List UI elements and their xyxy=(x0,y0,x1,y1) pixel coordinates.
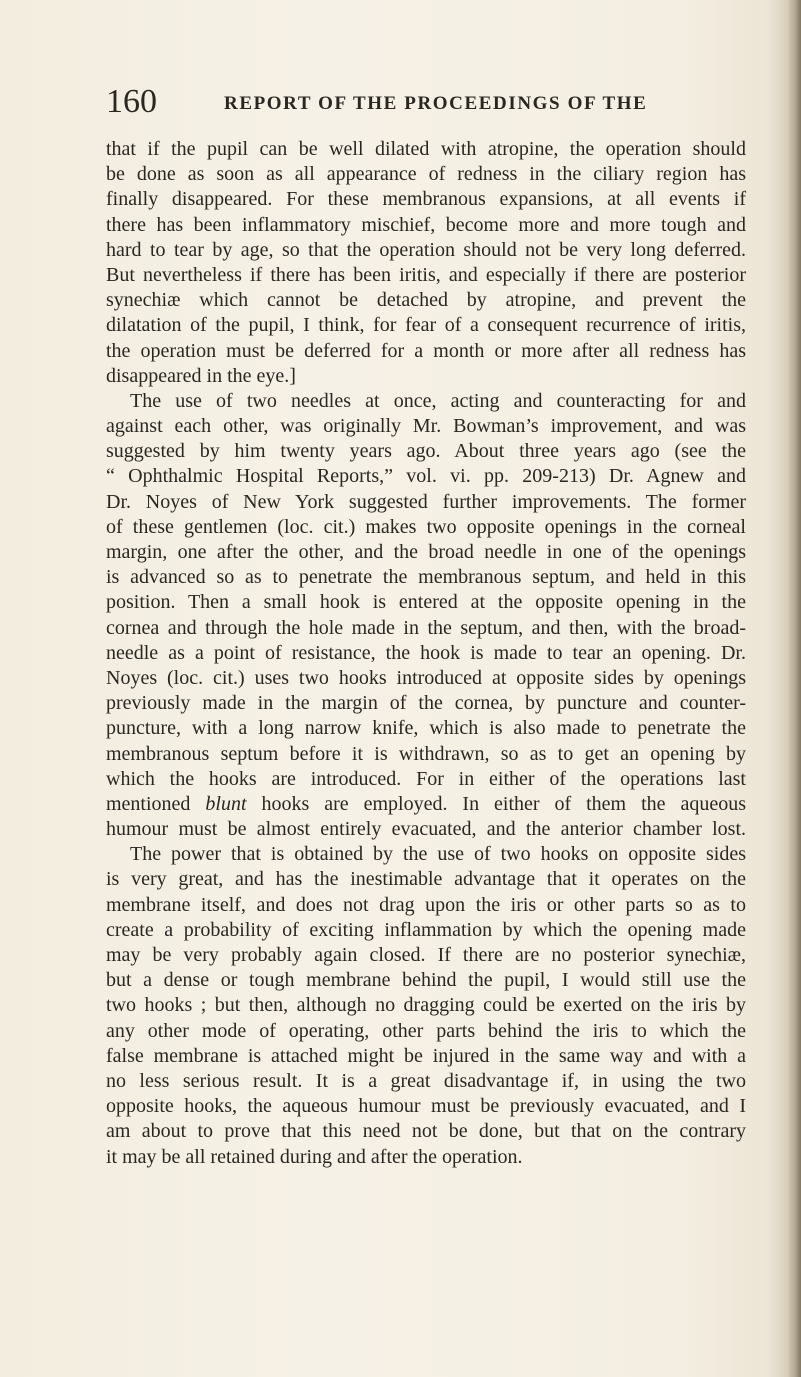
text-line: synechiæ which cannot be detached by atropine, and prevent the xyxy=(106,289,746,312)
text-line: Noyes (loc. cit.) uses two hooks introduced at opposite sides by openings xyxy=(106,666,746,689)
text-line: of these gentlemen (loc. cit.) makes two opposite openings in the corneal xyxy=(106,515,746,538)
text-line: it may be all retained during and after the operation. xyxy=(106,1145,523,1168)
text-line: The use of two needles at once, acting and counteracting for and xyxy=(130,389,746,412)
text-line: that if the pupil can be well dilated with atropine, the operation should xyxy=(106,138,746,160)
text-line: “ Ophthalmic Hospital Reports,” vol. vi. pp. 209-213) Dr. Agnew and xyxy=(106,465,746,488)
text-line: previously made in the margin of the cornea, by puncture and counter- xyxy=(106,692,746,715)
text-line: membrane itself, and does not drag upon the iris or other parts so as to xyxy=(106,893,746,916)
text-line: But nevertheless if there has been iritis, and especially if there are posterior xyxy=(106,263,746,286)
text-line: false membrane is attached might be injured in the same way and with a xyxy=(106,1044,746,1067)
text-line: position. Then a small hook is entered at the opposite opening in the xyxy=(106,591,746,614)
text-line: which the hooks are introduced. For in either of the operations last xyxy=(106,767,746,790)
text-line: two hooks ; but then, although no dragging could be exerted on the iris by xyxy=(106,994,746,1017)
text-line: puncture, with a long narrow knife, which is also made to penetrate the xyxy=(106,717,746,740)
text-line: hard to tear by age, so that the operation should not be very long deferred. xyxy=(106,238,746,261)
text-line: finally disappeared. For these membranous expansions, at all events if xyxy=(106,188,746,211)
text-line: humour must be almost entirely evacuated, and the anterior chamber lost. xyxy=(106,818,746,841)
text-line: dilatation of the pupil, I think, for fear of a consequent recurrence of iritis, xyxy=(106,314,746,337)
text-line: Dr. Noyes of New York suggested further improvements. The former xyxy=(106,490,746,513)
text-line: The power that is obtained by the use of two hooks on opposite sides xyxy=(130,843,746,866)
text-line: is advanced so as to penetrate the membranous septum, and held in this xyxy=(106,566,746,589)
text-line: suggested by him twenty years ago. About three years ago (see the xyxy=(106,440,746,463)
text-line: is very great, and has the inestimable advantage that it operates on the xyxy=(106,868,746,891)
text-line: create a probability of exciting inflammation by which the opening made xyxy=(106,918,746,941)
running-head: REPORT OF THE PROCEEDINGS OF THE xyxy=(224,93,648,114)
text-line: mentioned blunt hooks are employed. In either of them the aqueous xyxy=(106,792,746,815)
text-line: no less serious result. It is a great disadvantage if, in using the two xyxy=(106,1069,746,1092)
text-line: opposite hooks, the aqueous humour must be previously evacuated, and I xyxy=(106,1095,746,1118)
text-line: am about to prove that this need not be done, but that on the contrary xyxy=(106,1120,746,1143)
text-line: but a dense or tough membrane behind the pupil, I would still use the xyxy=(106,969,746,992)
text-line: against each other, was originally Mr. Bowman’s improvement, and was xyxy=(106,415,746,438)
text-line: the operation must be deferred for a month or more after all redness has xyxy=(106,339,746,362)
page-header xyxy=(0,82,801,122)
text-line: there has been inflammatory mischief, become more and more tough and xyxy=(106,213,746,236)
page-number: 160 xyxy=(106,83,157,120)
text-line: disappeared in the eye.] xyxy=(106,364,296,387)
emphasis-word: blunt xyxy=(205,792,247,815)
text-line: be done as soon as all appearance of redness in the ciliary region has xyxy=(106,163,746,186)
text-line: needle as a point of resistance, the hook is made to tear an opening. Dr. xyxy=(106,641,746,664)
text-line: cornea and through the hole made in the septum, and then, with the broad- xyxy=(106,616,746,639)
text-line: margin, one after the other, and the broad needle in one of the openings xyxy=(106,541,746,563)
text-line: membranous septum before it is withdrawn, so as to get an opening by xyxy=(106,742,746,765)
page-edge-shadow xyxy=(787,0,801,1377)
text-line: any other mode of operating, other parts behind the iris to which the xyxy=(106,1019,746,1042)
text-line: may be very probably again closed. If there are no posterior synechiæ, xyxy=(106,944,746,966)
body-text xyxy=(106,137,746,1170)
